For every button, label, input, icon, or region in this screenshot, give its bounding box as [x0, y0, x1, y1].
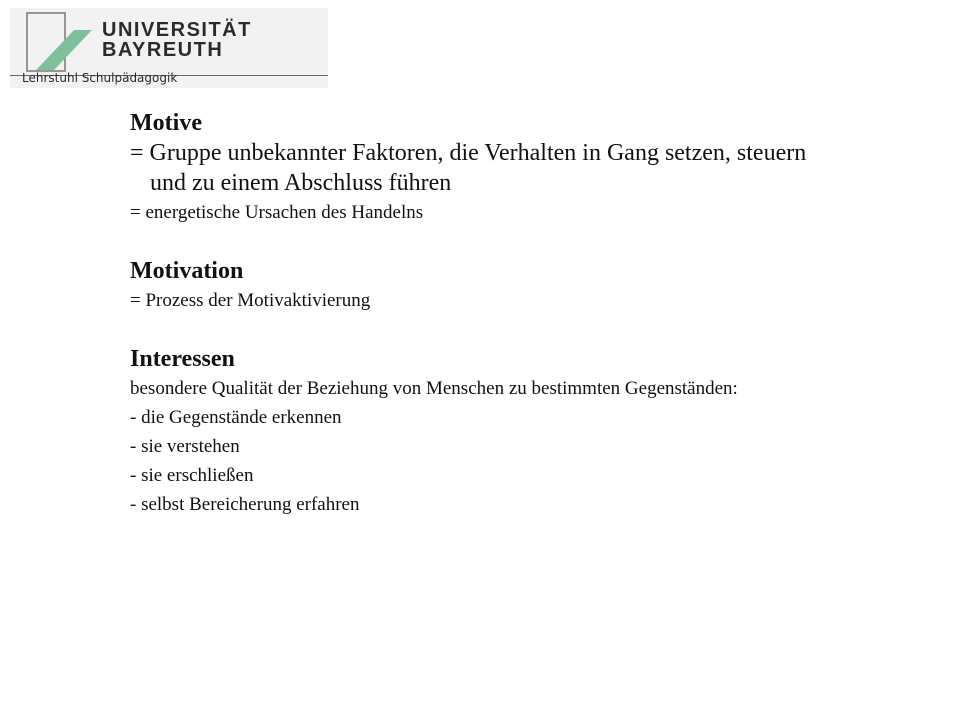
chair-name: Lehrstuhl Schulpädagogik: [22, 71, 178, 85]
motive-definition-line2: und zu einem Abschluss führen: [150, 170, 452, 196]
section-spacer: [130, 315, 930, 344]
motivation-definition: = Prozess der Motivaktivierung: [130, 290, 371, 311]
motive-heading: Motive: [130, 110, 202, 136]
university-name-line1: UNIVERSITÄT: [102, 19, 252, 41]
section-spacer: [130, 227, 930, 256]
university-name: [102, 20, 252, 60]
motive-definition-line1: = Gruppe unbekannter Faktoren, die Verhalten in Gang setzen, steuern: [130, 140, 807, 166]
list-item: - sie erschließen: [130, 465, 254, 486]
motivation-heading: Motivation: [130, 258, 244, 284]
list-item: - die Gegenstände erkennen: [130, 407, 342, 428]
list-item: - sie verstehen: [130, 436, 240, 457]
slide-content: [130, 108, 930, 519]
university-logo-icon: [26, 12, 92, 74]
list-item: - selbst Bereicherung erfahren: [130, 494, 360, 515]
university-name-line2: BAYREUTH: [102, 39, 224, 61]
university-logo: [10, 8, 328, 88]
motive-definition-energetic: = energetische Ursachen des Handelns: [130, 202, 424, 223]
interessen-intro: besondere Qualität der Beziehung von Menschen zu bestimmten Gegenständen:: [130, 378, 738, 399]
logo-accent-shape: [36, 30, 92, 70]
interessen-heading: Interessen: [130, 346, 235, 372]
